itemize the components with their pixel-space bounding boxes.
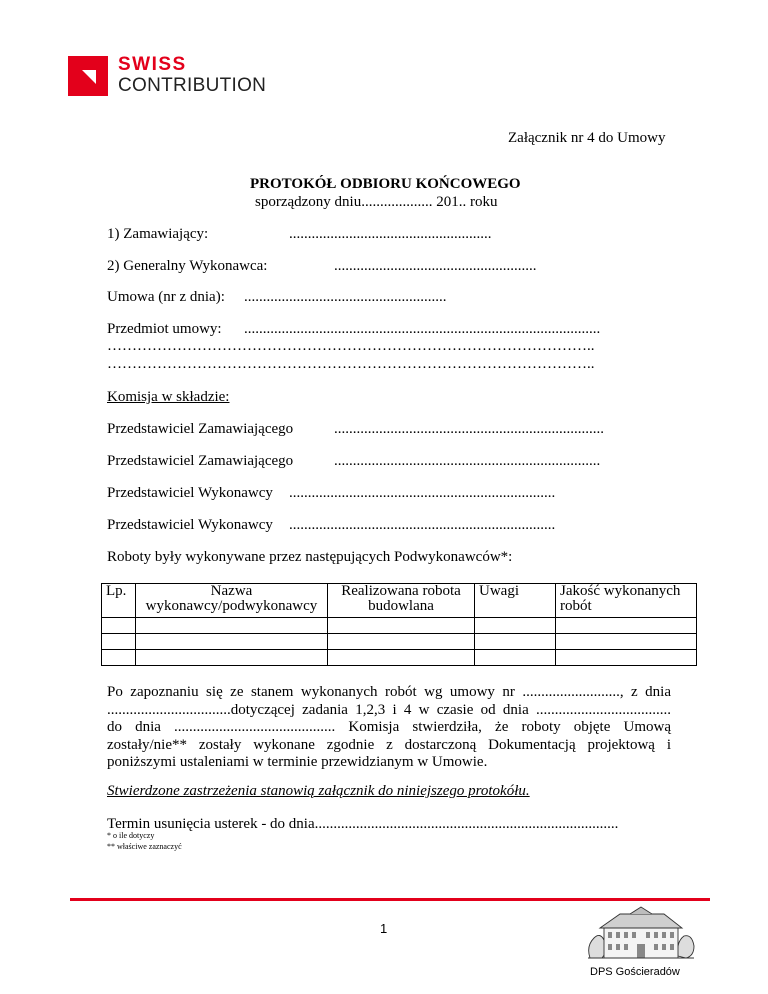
commission-member-label: Przedstawiciel Wykonawcy	[107, 517, 273, 533]
field-value-general-contractor: ......................................................	[334, 258, 537, 274]
swiss-flag-icon	[68, 56, 108, 96]
footnote-1: * o ile dotyczy	[107, 831, 155, 840]
commission-member-label: Przedstawiciel Zamawiającego	[107, 421, 294, 437]
subject-line-2: ……………………………………………………………………………………..	[107, 356, 595, 372]
column-header-work: Realizowana robota budowlana	[328, 584, 475, 618]
table-row	[102, 634, 697, 650]
column-header-quality: Jakość wykonanych robót	[556, 584, 697, 618]
field-label-ordering-party: 1) Zamawiający:	[107, 226, 209, 242]
field-value-subject: ...............................................................................................	[244, 321, 601, 337]
building-illustration	[586, 906, 696, 969]
column-header-remarks: Uwagi	[475, 584, 556, 618]
table-cell[interactable]	[136, 650, 328, 666]
table-cell[interactable]	[136, 618, 328, 634]
document-subtitle: sporządzony dniu................... 201.. roku	[255, 194, 498, 210]
table-cell[interactable]	[328, 650, 475, 666]
commission-member-value: .......................................................................	[289, 485, 556, 501]
subcontractors-intro: Roboty były wykonywane przez następujących Podwykonawców*:	[107, 549, 513, 565]
statement-line: poniższymi ustaleniami w terminie przewidzianym w Umowie.	[107, 754, 488, 770]
footnote-2: ** właściwe zaznaczyć	[107, 842, 182, 851]
commission-member-label: Przedstawiciel Wykonawcy	[107, 485, 273, 501]
field-value-ordering-party: ......................................................	[289, 226, 492, 242]
table-cell[interactable]	[136, 634, 328, 650]
commission-member-label: Przedstawiciel Zamawiającego	[107, 453, 294, 469]
annex-label: Załącznik nr 4 do Umowy	[508, 130, 666, 146]
logo-line-1: SWISS	[118, 54, 187, 75]
subject-line-1: ……………………………………………………………………………………..	[107, 338, 595, 354]
table-cell[interactable]	[556, 634, 697, 650]
table-cell[interactable]	[556, 618, 697, 634]
column-header-lp: Lp.	[102, 584, 136, 618]
table-cell[interactable]	[102, 634, 136, 650]
commission-member-value: .......................................................................	[289, 517, 556, 533]
table-header-row	[102, 584, 697, 618]
reservations-note: Stwierdzone zastrzeżenia stanowią załącznik do niniejszego protokółu.	[107, 783, 530, 799]
table-cell[interactable]	[328, 618, 475, 634]
table-cell[interactable]	[556, 650, 697, 666]
defect-deadline: Termin usunięcia usterek - do dnia.................................................................................	[107, 816, 619, 832]
page-number: 1	[380, 921, 388, 936]
table-cell[interactable]	[102, 650, 136, 666]
field-label-contract: Umowa (nr z dnia):	[107, 289, 225, 305]
document-title: PROTOKÓŁ ODBIORU KOŃCOWEGO	[250, 176, 521, 192]
commission-member-value: .......................................................................	[334, 453, 601, 469]
footer-caption: DPS Gościeradów	[590, 966, 680, 978]
table-cell[interactable]	[475, 618, 556, 634]
statement-line: .................................dotyczącej zadania 1,2,3 i 4 w czasie od dnia ....................................	[107, 701, 671, 718]
field-label-general-contractor: 2) Generalny Wykonawca:	[107, 258, 268, 274]
statement-line: Po zapoznaniu się ze stanem wykonanych robót wg umowy nr .........................., z dnia	[107, 684, 671, 700]
commission-member-value: ........................................................................	[334, 421, 604, 437]
table-cell[interactable]	[475, 634, 556, 650]
logo-line-2: CONTRIBUTION	[118, 75, 267, 96]
field-label-subject: Przedmiot umowy:	[107, 321, 222, 337]
statement-line: do dnia ........................................... Komisja stwierdziła, że roboty objęte Umową	[107, 719, 671, 735]
commission-heading: Komisja w składzie:	[107, 389, 230, 405]
table-row	[102, 618, 697, 634]
field-value-contract: ......................................................	[244, 289, 447, 305]
footer-divider	[70, 898, 710, 901]
statement-paragraph	[107, 684, 671, 772]
subcontractors-table	[101, 583, 697, 666]
table-cell[interactable]	[328, 634, 475, 650]
table-cell[interactable]	[475, 650, 556, 666]
table-cell[interactable]	[102, 618, 136, 634]
column-header-name: Nazwa wykonawcy/podwykonawcy	[136, 584, 328, 618]
statement-line: zostały/nie** zostały wykonane zgodnie z dostarczoną Dokumentacją projektową i	[107, 736, 671, 753]
table-row	[102, 650, 697, 666]
